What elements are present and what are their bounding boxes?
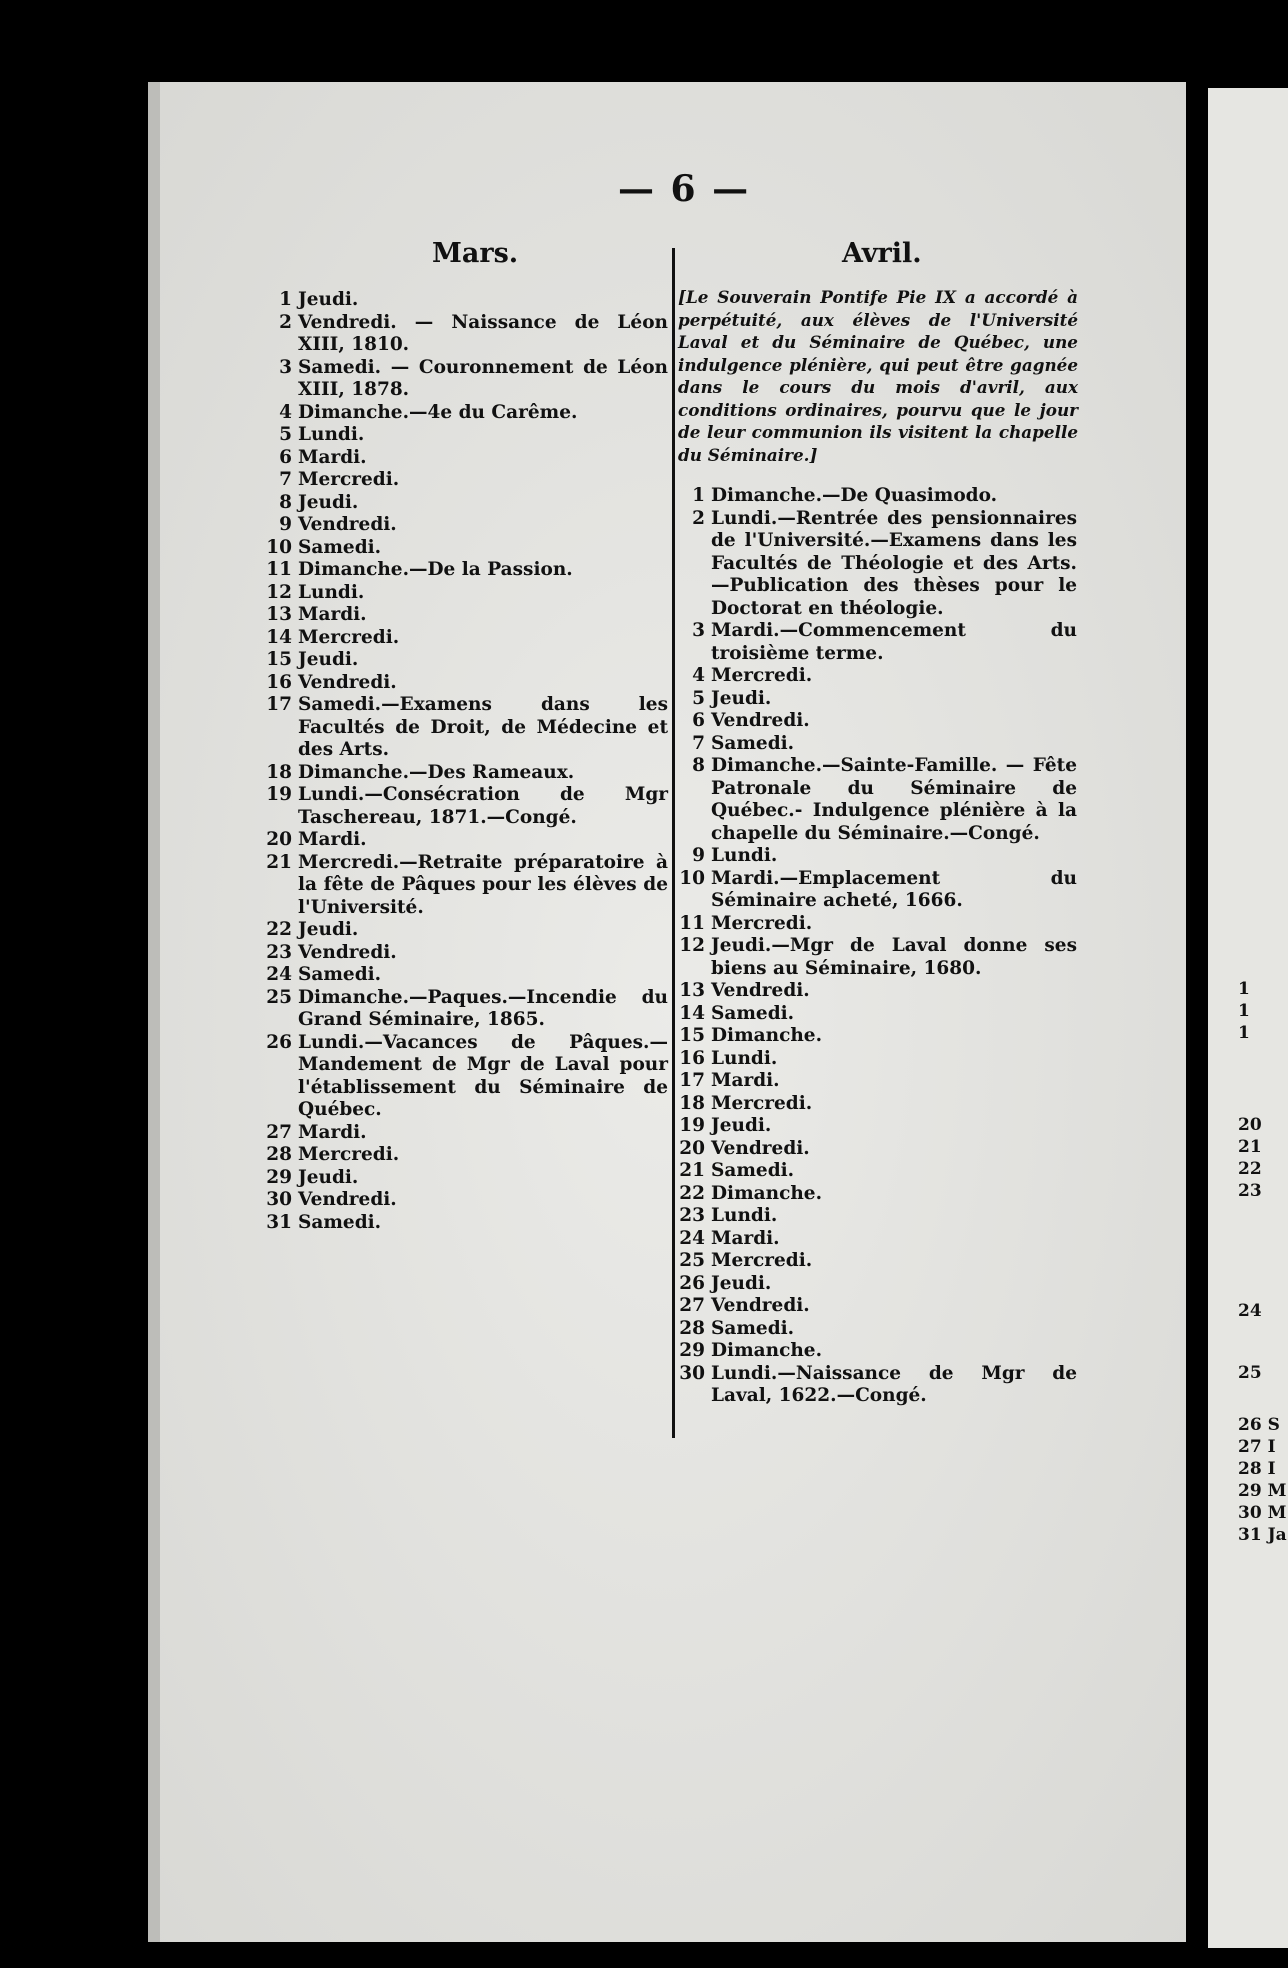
day-text: Lundi. [298,424,365,445]
mars-day-entry [264,1167,668,1190]
day-number: 24 [266,964,292,985]
day-number: 24 [679,1227,705,1249]
avril-day-entry [677,710,1077,733]
day-number: 2 [279,311,292,333]
facing-page-number: 1 [1238,979,1250,999]
day-text: Mardi. [298,604,367,625]
day-number: 20 [679,1137,705,1159]
day-number: 8 [692,755,705,776]
avril-day-entry [677,1273,1077,1296]
mars-day-entry [264,402,668,425]
day-text: Lundi. [711,1047,778,1069]
mars-day-entry [264,694,668,762]
day-number: 30 [266,1189,292,1210]
facing-page-number: 23 [1238,1181,1262,1201]
avril-day-entry [677,935,1077,980]
day-text: Dimanche.—4e du Carême. [298,401,578,423]
day-text: Vendredi. [298,941,397,963]
day-text: Mercredi. [298,469,400,490]
mars-day-entry [264,1122,668,1145]
day-number: 13 [679,980,705,1001]
day-number: 4 [279,401,292,423]
day-text: Mercredi. [711,665,813,686]
avril-day-entry [677,755,1077,845]
day-text: Vendredi. [298,514,397,535]
day-number: 3 [279,356,292,378]
mars-day-entry [264,649,668,672]
avril-indulgence-note: [Le Souverain Pontife Pie IX a accordé à perpétuité, aux élèves de l'Université Laval et du Séminaire de Québec, une indulgence plénière, qui peut être gagnée dans le cours du mois d'avril, aux conditions ordinaires, pourvu que le jour de leur communion ils visitent la chapelle du Séminaire.] [678,287,1078,465]
avril-day-entry [677,620,1077,665]
facing-page-number: 24 [1238,1301,1262,1321]
day-text: Samedi.—Examens dans les Facultés de Droit, de Médecine et des Arts. [298,694,668,760]
mars-day-entry [264,1032,668,1122]
day-text: Lundi.—Rentrée des pensionnaires de l'Université.—Examens dans les Facultés de Théologie et des Arts.—Publication des thèses pour le Doctorat en théologie. [711,507,1077,619]
day-text: Jeudi. [298,1166,359,1188]
avril-day-entry [677,1093,1077,1116]
day-number: 20 [266,829,292,850]
mars-day-entry [264,537,668,560]
facing-page-number: 29 M [1238,1481,1287,1501]
day-number: 28 [679,1317,705,1339]
day-text: Mercredi.—Retraite préparatoire à la fête de Pâques pour les élèves de l'Université. [298,851,668,918]
day-number: 19 [266,784,292,805]
day-number: 5 [279,424,292,445]
day-text: Jeudi. [711,1272,772,1294]
mars-day-entry [264,919,668,942]
avril-day-entry [677,665,1077,688]
mars-day-entry [264,987,668,1032]
avril-day-entry [677,1025,1077,1048]
day-text: Vendredi. [711,1295,810,1316]
facing-page-number: 22 [1238,1159,1262,1179]
day-number: 29 [266,1166,292,1188]
day-text: Mercredi. [298,1144,400,1165]
mars-day-entry [264,447,668,470]
avril-day-entry [677,1070,1077,1093]
mars-day-entry [264,289,668,312]
day-text: Dimanche. [711,1182,823,1204]
day-text: Dimanche.—Des Rameaux. [298,761,575,783]
day-text: Samedi. [711,1002,795,1024]
day-number: 13 [266,604,292,625]
day-number: 26 [679,1272,705,1294]
mars-heading: Mars. [432,238,519,269]
facing-page-number: 28 I [1238,1459,1276,1479]
mars-day-entry [264,582,668,605]
day-number: 4 [692,665,705,686]
day-text: Vendredi. [298,1189,397,1210]
facing-page-numbers-1 [1238,978,1250,1044]
day-text: Lundi. [711,1205,778,1226]
facing-page-number: 26 S [1238,1415,1280,1435]
day-text: Jeudi.—Mgr de Laval donne ses biens au Séminaire, 1680. [711,935,1077,979]
day-number: 16 [266,671,292,693]
day-number: 29 [679,1340,705,1361]
avril-day-entry [677,1205,1077,1228]
avril-calendar-list [677,485,1077,1408]
day-text: Samedi. [298,964,382,985]
day-number: 25 [679,1250,705,1271]
avril-day-entry [677,1340,1077,1363]
day-number: 7 [279,469,292,490]
day-text: Mardi.—Commencement du troisième terme. [711,620,1077,664]
facing-page-numbers-2 [1238,1114,1262,1202]
day-number: 25 [266,986,292,1008]
day-text: Dimanche.—De la Passion. [298,559,573,580]
day-number: 3 [692,620,705,641]
day-number: 18 [679,1092,705,1114]
day-number: 21 [679,1160,705,1181]
mars-day-entry [264,964,668,987]
day-number: 2 [692,507,705,529]
day-number: 17 [266,694,292,715]
day-number: 23 [679,1205,705,1226]
mars-day-entry [264,829,668,852]
day-text: Dimanche.—Sainte-Famille. — Fête Patronale du Séminaire de Québec.- Indulgence plénière à la chapelle du Séminaire.—Congé. [711,755,1077,844]
day-number: 11 [679,912,705,934]
day-number: 27 [679,1295,705,1316]
day-number: 17 [679,1070,705,1091]
mars-day-entry [264,627,668,650]
day-text: Samedi. [298,1211,382,1233]
mars-day-entry [264,469,668,492]
day-number: 27 [266,1121,292,1143]
avril-day-entry [677,1295,1077,1318]
day-number: 10 [679,867,705,889]
avril-day-entry [677,1048,1077,1071]
day-text: Mercredi. [711,1250,813,1271]
avril-day-entry [677,1138,1077,1161]
day-text: Vendredi. [711,980,810,1001]
day-number: 30 [679,1362,705,1384]
avril-day-entry [677,733,1077,756]
day-number: 9 [279,514,292,535]
avril-day-entry [677,913,1077,936]
avril-heading: Avril. [842,238,922,269]
mars-day-entry [264,604,668,627]
day-number: 9 [692,845,705,866]
day-number: 6 [279,446,292,468]
day-number: 14 [679,1002,705,1024]
day-number: 28 [266,1144,292,1165]
day-text: Dimanche.—Paques.—Incendie du Grand Séminaire, 1865. [298,986,668,1030]
avril-day-entry [677,1183,1077,1206]
day-text: Mardi. [711,1227,780,1249]
mars-day-entry [264,672,668,695]
day-number: 14 [266,626,292,648]
facing-page-numbers-4 [1238,1362,1262,1384]
day-number: 1 [279,289,292,310]
avril-day-entry [677,868,1077,913]
day-number: 1 [692,485,705,506]
day-number: 15 [679,1025,705,1046]
facing-page-numbers-5 [1238,1414,1287,1546]
day-text: Mardi. [298,1121,367,1143]
mars-day-entry [264,424,668,447]
facing-page-number: 1 [1238,1001,1250,1021]
page-number: — 6 — [618,168,751,210]
avril-day-entry [677,1003,1077,1026]
avril-day-entry [677,485,1077,508]
day-number: 5 [692,687,705,709]
column-divider [672,248,675,1438]
day-number: 11 [266,559,292,580]
mars-day-entry [264,357,668,402]
avril-day-entry [677,1115,1077,1138]
avril-day-entry [677,508,1077,621]
mars-day-entry [264,559,668,582]
day-text: Mardi. [298,446,367,468]
day-text: Dimanche. [711,1025,823,1046]
facing-page-number: 20 [1238,1115,1262,1135]
mars-day-entry [264,784,668,829]
day-number: 7 [692,732,705,754]
mars-day-entry [264,492,668,515]
day-text: Jeudi. [711,687,772,709]
day-text: Jeudi. [298,491,359,513]
facing-page-number: 27 I [1238,1437,1276,1457]
day-number: 12 [266,581,292,603]
day-number: 21 [266,851,292,873]
avril-day-entry [677,980,1077,1003]
avril-day-entry [677,1160,1077,1183]
day-text: Mardi.—Emplacement du Séminaire acheté, 1666. [711,867,1077,911]
day-number: 19 [679,1115,705,1136]
day-number: 10 [266,536,292,558]
day-number: 6 [692,710,705,731]
day-text: Jeudi. [711,1115,772,1136]
day-text: Lundi.—Vacances de Pâques.—Mandement de Mgr de Laval pour l'établissement du Séminaire de Québec. [298,1031,668,1120]
mars-day-entry [264,1189,668,1212]
day-text: Samedi. [711,1160,795,1181]
day-number: 26 [266,1031,292,1053]
day-number: 23 [266,941,292,963]
mars-day-entry [264,1144,668,1167]
day-text: Samedi. [711,1317,795,1339]
day-text: Samedi. — Couronnement de Léon XIII, 1878. [298,356,668,400]
day-text: Mercredi. [711,912,813,934]
facing-page-number: 31 Ja [1238,1525,1287,1545]
day-number: 22 [266,919,292,940]
avril-day-entry [677,1318,1077,1341]
day-text: Mercredi. [298,626,400,648]
page-gutter-shadow [148,82,160,1942]
day-number: 16 [679,1047,705,1069]
avril-day-entry [677,1228,1077,1251]
mars-day-entry [264,852,668,920]
day-text: Vendredi. — Naissance de Léon XIII, 1810. [298,311,668,355]
facing-page-number: 25 [1238,1363,1262,1383]
day-text: Mardi. [711,1070,780,1091]
mars-day-entry [264,312,668,357]
day-text: Vendredi. [711,1137,810,1159]
day-text: Jeudi. [298,649,359,670]
mars-day-entry [264,1212,668,1235]
day-number: 31 [266,1211,292,1233]
day-number: 22 [679,1182,705,1204]
day-text: Mardi. [298,829,367,850]
day-text: Vendredi. [711,710,810,731]
facing-page-number: 1 [1238,1023,1250,1043]
day-text: Lundi. [298,581,365,603]
day-text: Dimanche.—De Quasimodo. [711,485,998,506]
day-number: 8 [279,491,292,513]
mars-day-entry [264,762,668,785]
day-text: Lundi.—Naissance de Mgr de Laval, 1622.—Congé. [711,1362,1077,1406]
facing-page-number: 21 [1238,1137,1262,1157]
day-number: 12 [679,935,705,956]
day-number: 18 [266,761,292,783]
avril-day-entry [677,1363,1077,1408]
facing-page-number: 30 M [1238,1503,1287,1523]
day-text: Lundi.—Consécration de Mgr Taschereau, 1871.—Congé. [298,784,668,828]
facing-page-numbers-3 [1238,1300,1262,1322]
day-text: Dimanche. [711,1340,823,1361]
day-text: Jeudi. [298,919,359,940]
day-text: Vendredi. [298,671,397,693]
mars-day-entry [264,514,668,537]
day-text: Samedi. [711,732,795,754]
avril-day-entry [677,1250,1077,1273]
day-text: Lundi. [711,845,778,866]
day-number: 15 [266,649,292,670]
day-text: Samedi. [298,536,382,558]
avril-day-entry [677,845,1077,868]
mars-day-entry [264,942,668,965]
mars-calendar-list [264,289,668,1234]
avril-day-entry [677,688,1077,711]
day-text: Mercredi. [711,1092,813,1114]
day-text: Jeudi. [298,289,359,310]
